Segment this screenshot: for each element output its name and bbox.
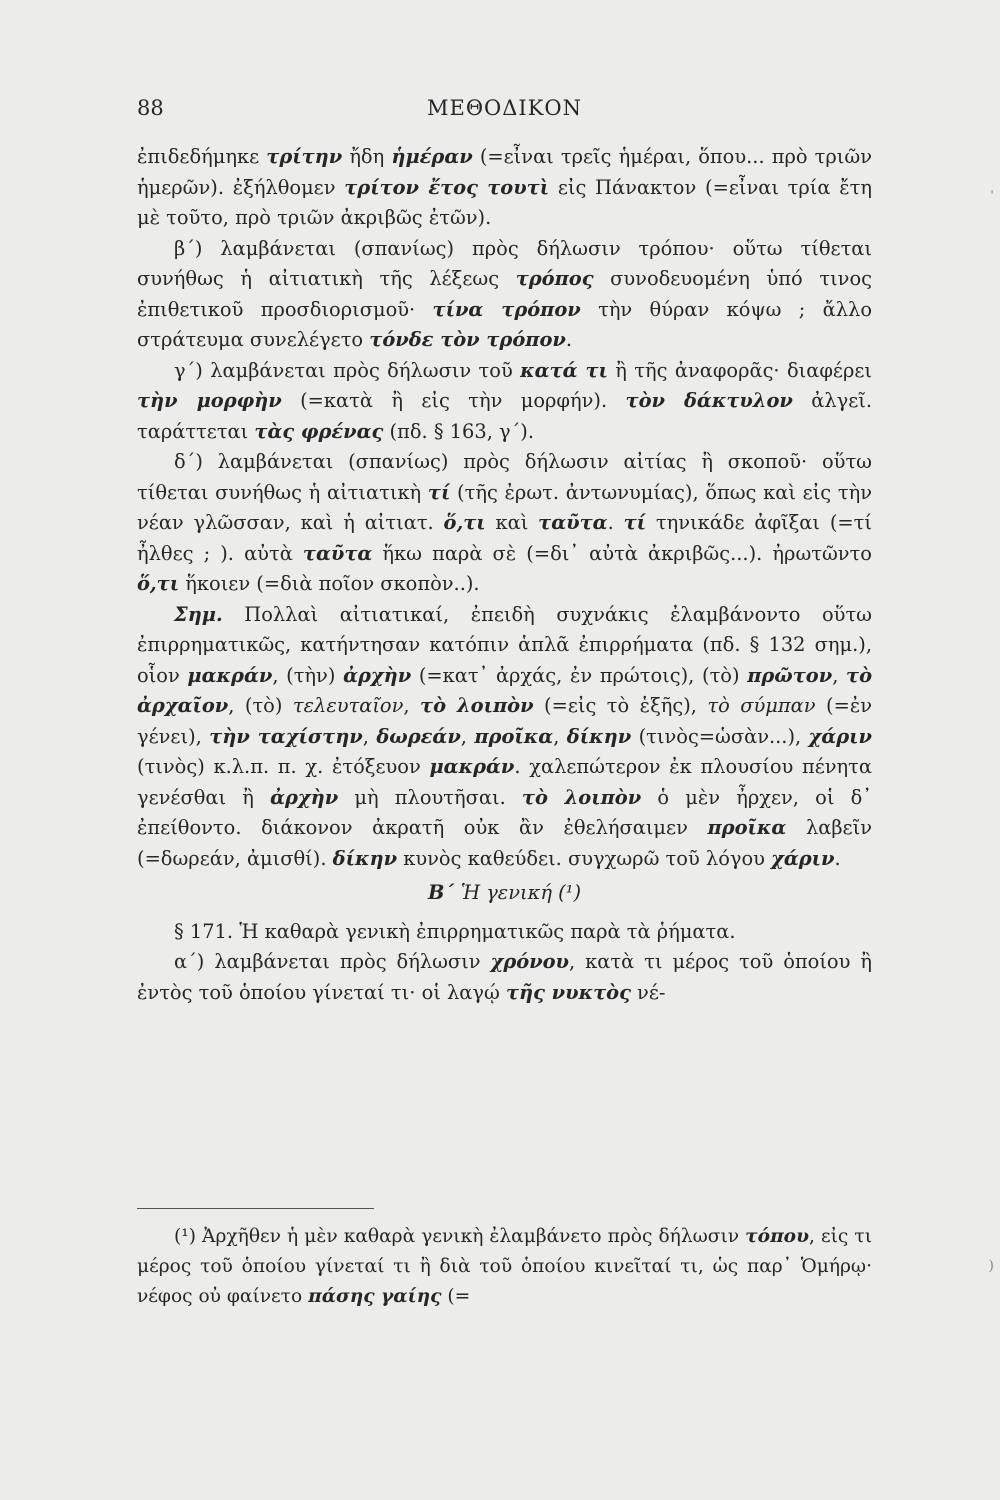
emphasis-run: τόπου [745,1226,809,1247]
emphasis-run: τὸν δάκτυλον [625,389,793,412]
text-run: (¹) Ἀρχῆθεν ἡ μὲν καθαρὰ γενικὴ ἐλαμβάνετο πρὸς δήλωσιν [174,1226,746,1247]
paragraph-gamma [137,356,872,448]
text-run: καὶ [485,511,539,534]
emphasis-run: πρῶτον [747,663,833,687]
emphasis-run: μακράν [187,663,273,687]
emphasis-run: χρόνου [490,950,569,973]
section-heading [137,878,872,909]
emphasis-run: μακράν [429,755,515,778]
paragraph-alpha [137,947,872,1008]
text-run: (τινὸς) κ.λ.π. π. χ. ἐτόξευον [137,755,430,778]
text-run: γ΄) λαμβάνεται πρὸς δήλωσιν τοῦ [174,358,521,382]
emphasis-run: ἀρχὴν [270,785,339,809]
text-run: (=εἰς τὸ ἑξῆς), [533,694,708,717]
text-run: ἢ τῆς ἀναφορᾶς· διαφέρει [607,358,873,382]
text-run: δ΄) λαμβάνεται (σπανίως) πρὸς δήλωσιν αἰτίας ἢ σκοποῦ· οὕτω τίθεται συνήθως ἡ αἰτιατικὴ [137,450,872,504]
footnote [137,1222,872,1312]
margin-mark-icon: ) [988,1258,994,1274]
text-run: , [460,724,475,748]
text-run: , εἰς τι μέρος τοῦ ὁποίου γίνεταί τι ἢ διὰ τοῦ ὁποίου κινεῖταί τι, ὡς παρ᾽ Ὁμήρῳ· νέφος οὐ φαίνετο [137,1226,872,1307]
text-run: μὴ πλουτῆσαι. [338,785,522,809]
text-run: β΄) λαμβάνεται (σπανίως) πρὸς δήλωσιν τρόπου· οὕτω τίθεται συνήθως ἡ αἰτιατικὴ τῆς λέξεως [137,236,872,290]
text-run: εἰς Πάνακτον (=εἶναι τρία ἔτη μὲ τοῦτο, πρὸ τριῶν ἀκριβῶς ἐτῶν). [137,175,872,229]
text-run: (τινὸς=ὡσὰν...), [631,724,809,748]
text-run: ἤδη [342,145,392,168]
emphasis-run: τὰς φρένας [254,419,384,443]
emphasis-run: Ἡ γενική [460,881,552,904]
emphasis-run: τρόπος [515,267,594,290]
emphasis-run: προῖκα [707,816,787,839]
paragraph-note [137,600,872,875]
emphasis-run: δίκην [332,846,398,870]
paragraph-delta [137,447,872,600]
paragraph-beta [137,234,872,356]
emphasis-run: ταῦτα [538,511,608,534]
emphasis-run: ὅ,τι [137,572,180,595]
text-run: ἥκω παρὰ σὲ (=δι᾽ αὐτὰ ἀκριβῶς...). ἠρωτῶντο [372,541,872,565]
text-run: , [553,724,567,748]
emphasis-run: τρίτην [266,145,343,168]
text-run: κυνὸς καθεύδει. συγχωρῶ τοῦ λόγου [397,846,772,870]
main-text [137,142,872,1008]
text-run: ἥκοιεν (=διὰ ποῖον σκοπὸν..). [179,572,480,595]
text-run: . [607,511,624,534]
emphasis-run: ἀρχὴν [343,663,412,687]
emphasis-run: χάριν [771,846,835,870]
text-run: , κατὰ τι μέρος τοῦ ὁποίου ἢ ἐντὸς τοῦ ὁποίου γίνεταί τι· οἱ λαγῴ [137,950,872,1004]
emphasis-run: Β΄ [427,881,461,904]
text-run: . [834,846,841,870]
emphasis-run: ὅ,τι [443,511,486,534]
running-title: ΜΕΘΟΔΙΚΟΝ [426,96,582,120]
text-run: ἀλγεῖ. ταράττεται [137,389,873,443]
emphasis-run: Σημ. [174,602,223,626]
text-run: (¹) [551,881,582,904]
emphasis-run: τὸ λοιπὸν [521,785,642,809]
text-run: (=εἶναι τρεῖς ἡμέραι, ὅπου... πρὸ τριῶν ἡμερῶν). ἐξήλθομεν [137,145,872,199]
emphasis-run: τί [427,480,451,504]
text-run: , (τὴν) [272,663,344,687]
emphasis-run: τῆς νυκτὸς [505,980,631,1004]
emphasis-run: τίνα τρόπον [432,297,581,321]
footnote-divider [137,1208,374,1209]
emphasis-run: τὴν μορφὴν [137,389,282,412]
emphasis-run: τί [623,511,647,534]
text-run: (= [441,1286,471,1307]
text-run: συνοδευομένη ὑπό τινος ἐπιθετικοῦ προσδιορισμοῦ· [137,267,872,321]
text-run: , [832,663,847,687]
emphasis-run: τὸ λοιπὸν [420,694,534,717]
emphasis-run: ταῦτα [302,541,373,565]
margin-mark-icon: ˌ [990,180,994,196]
emphasis-run: δωρεάν [376,724,461,748]
page-number: 88 [137,96,164,120]
text-run: . [565,328,573,351]
emphasis-run: τὸ σύμπαν [707,694,816,717]
text-run: ὁ μὲν ἦρχεν, οἱ δ᾽ ἐπείθοντο. διάκονον ἀκρατῆ οὐκ ἂν ἐθελήσαιμεν [137,785,872,839]
emphasis-run: δίκην [566,724,632,748]
footnote-text [137,1222,872,1312]
text-run: α΄) λαμβάνεται πρὸς δήλωσιν [174,950,491,973]
emphasis-run: κατά τι [520,358,608,382]
text-run: (=κατὰ ἢ εἰς τὴν μορφήν). [281,389,626,412]
emphasis-run: ἡμέραν [391,145,473,168]
text-run: νέ- [630,980,666,1004]
paragraph-section-171 [137,917,872,948]
emphasis-run: τρίτον ἔτος τουτὶ [344,175,550,199]
emphasis-run: προῖκα [474,724,554,748]
emphasis-run: τὴν ταχίστην [209,724,363,748]
text-run: , [362,724,377,748]
text-run: ἐπιδεδήμηκε [137,145,267,168]
text-run: λαβεῖν (=δωρεάν, ἀμισθί). [137,816,872,870]
text-run: , (τὸ) [228,694,293,717]
text-run: , [403,694,421,717]
paragraph-1 [137,142,872,234]
text-run: (=ἐν γένει), [137,694,873,748]
text-run: Πολλαὶ αἰτιατικαί, ἐπειδὴ συχνάκις ἐλαμβάνοντο οὕτω ἐπιρρηματικῶς, κατήντησαν κατόπιν ἁπλᾶ ἐπιρρήματα (πδ. § 132 σημ.), οἷον [137,602,872,687]
emphasis-run: χάριν [808,724,873,748]
text-run: . χαλεπώτερον ἐκ πλουσίου πένητα γενέσθαι ἢ [137,755,872,809]
emphasis-run: τελευταῖον [292,694,404,717]
text-run: (πδ. § 163, γ΄). [383,419,535,443]
text-run: (τῆς ἐρωτ. ἀντωνυμίας), ὅπως καὶ εἰς τὴν νέαν γλῶσσαν, καὶ ἡ αἰτιατ. [137,480,872,534]
text-run: (=κατ᾽ ἀρχάς, ἐν πρώτοις), (τὸ) [411,663,748,687]
emphasis-run: πάσης γαίης [308,1286,442,1307]
emphasis-run: τόνδε τὸν τρόπον [369,328,566,351]
text-run: τηνικάδε ἀφῖξαι (=τί ἦλθες ; ). αὐτὰ [137,511,872,565]
text-run: τὴν θύραν κόψω ; ἄλλο στράτευμα συνελέγετο [137,297,873,351]
emphasis-run: τὸ ἀρχαῖον [137,663,872,717]
text-run: § 171. Ἡ καθαρὰ γενικὴ ἐπιρρηματικῶς παρὰ τὰ ῥήματα. [174,919,736,943]
page-header [137,96,872,132]
